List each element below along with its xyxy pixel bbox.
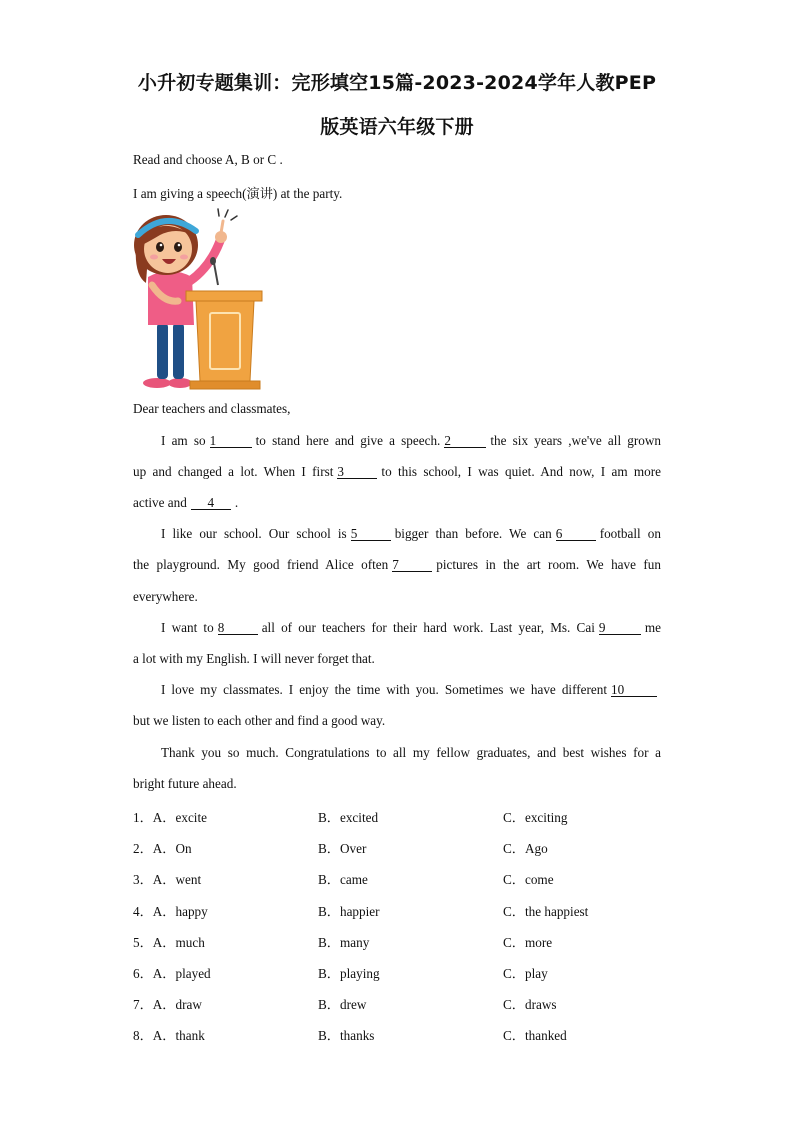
p1-line3: active and 4 .	[133, 495, 239, 510]
question-4-option-a[interactable]: 4．A．happy	[133, 904, 208, 919]
shoe-right	[168, 378, 192, 388]
question-2-option-a[interactable]: 2．A．On	[133, 841, 192, 856]
eye-right	[174, 242, 182, 252]
question-5-option-c[interactable]: C．more	[503, 935, 553, 950]
question-3-option-a[interactable]: 3．A．went	[133, 872, 202, 887]
question-7-option-b[interactable]: B．drew	[318, 997, 367, 1012]
greeting: Dear teachers and classmates,	[133, 401, 291, 416]
p2-line2: the playground. My good friend Alice often 7 pictures in the art room. We have fun	[133, 557, 661, 572]
blank-5: 5	[351, 528, 391, 541]
question-1-option-b[interactable]: B．excited	[318, 810, 379, 825]
question-4-option-b[interactable]: B．happier	[318, 904, 380, 919]
podium-top	[186, 291, 262, 301]
p5-line1: Thank you so much. Congratulations to all my fellow graduates, and best wishes for a	[161, 745, 661, 760]
blank-8: 8	[218, 622, 258, 635]
question-5-option-a[interactable]: 5．A．much	[133, 935, 205, 950]
blank-10: 10	[611, 684, 657, 697]
microphone-stand	[214, 263, 218, 285]
question-8-option-b[interactable]: B．thanks	[318, 1028, 375, 1043]
p5-line2: bright future ahead.	[133, 776, 237, 791]
p1-line2: up and changed a lot. When I first 3 to this school, I was quiet. And now, I am more	[133, 464, 661, 479]
blank-3: 3	[337, 466, 377, 479]
question-2-option-b[interactable]: B．Over	[318, 841, 367, 856]
blank-1: 1	[210, 435, 252, 448]
podium-base	[190, 381, 260, 389]
question-3-option-c[interactable]: C．come	[503, 872, 554, 887]
attention-marks	[218, 209, 237, 220]
question-8-option-c[interactable]: C．thanked	[503, 1028, 567, 1043]
blank-6: 6	[556, 528, 596, 541]
p4-line1: I love my classmates. I enjoy the time with you. Sometimes we have different 10	[161, 682, 661, 698]
question-1-option-c[interactable]: C．exciting	[503, 810, 568, 825]
blank-2: 2	[444, 435, 486, 448]
question-7-option-c[interactable]: C．draws	[503, 997, 557, 1012]
leg-right	[173, 323, 184, 379]
leg-left	[157, 323, 168, 379]
question-7-option-a[interactable]: 7．A．draw	[133, 997, 202, 1012]
blank-4: 4	[191, 497, 231, 510]
question-6-option-b[interactable]: B．playing	[318, 966, 380, 981]
blank-9: 9	[599, 622, 641, 635]
question-3-option-b[interactable]: B．came	[318, 872, 368, 887]
question-1-option-a[interactable]: 1．A．excite	[133, 810, 207, 825]
document-title-line1: 小升初专题集训：完形填空15篇-2023-2024学年人教PEP	[137, 72, 657, 94]
question-6-option-c[interactable]: C．play	[503, 966, 548, 981]
question-2-option-c[interactable]: C．Ago	[503, 841, 548, 856]
eye-left	[156, 242, 164, 252]
p3-line2: a lot with my English. I will never forget that.	[133, 651, 375, 666]
pointing-finger	[221, 221, 223, 233]
p2-line1: I like our school. Our school is 5 bigger than before. We can 6 football on	[161, 526, 661, 541]
blank-7: 7	[392, 559, 432, 572]
question-4-option-c[interactable]: C．the happiest	[503, 904, 589, 919]
shoe-left	[143, 378, 171, 388]
girl-speech-illustration	[130, 205, 270, 393]
p3-line1: I want to 8 all of our teachers for their hard work. Last year, Ms. Cai 9 me	[161, 620, 661, 635]
microphone	[210, 257, 216, 265]
document-title-line2: 版英语六年级下册	[320, 116, 474, 138]
question-6-option-a[interactable]: 6．A．played	[133, 966, 211, 981]
p1-line1: I am so 1 to stand here and give a speech. 2 the six years ,we've all grown	[161, 433, 662, 448]
question-5-option-b[interactable]: B．many	[318, 935, 370, 950]
p4-line2: but we listen to each other and find a good way.	[133, 713, 386, 728]
instruction-text: Read and choose A, B or C .	[133, 152, 283, 167]
question-8-option-a[interactable]: 8．A．thank	[133, 1028, 205, 1043]
context-text: I am giving a speech(演讲) at the party.	[133, 186, 343, 201]
p2-line3: everywhere.	[133, 589, 198, 604]
